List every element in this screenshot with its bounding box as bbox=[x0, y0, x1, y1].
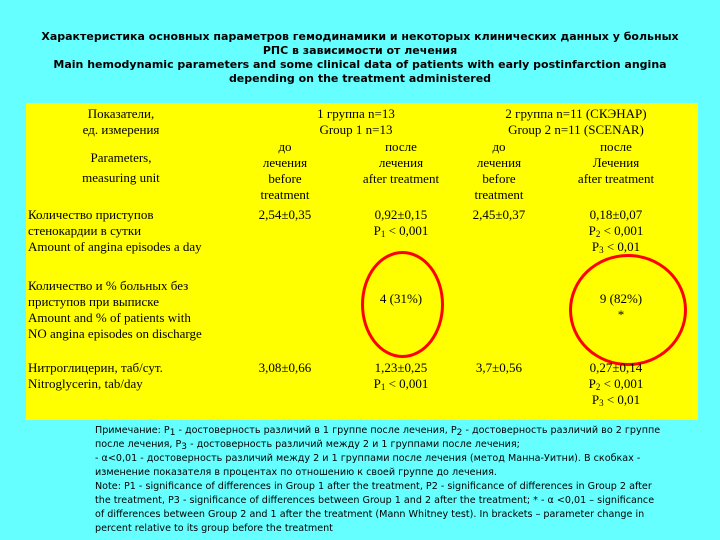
slide-title bbox=[0, 30, 720, 86]
note-line-2: после лечения, $Р_3$ - достоверность различий между 2 и 1 группами после лечения; bbox=[95, 439, 520, 452]
header-g2-after: после Лечения after treatment bbox=[577, 139, 655, 186]
header-g2-before: до лечения before treatment bbox=[474, 139, 524, 202]
title-en-line-2: depending on the treatment administered bbox=[228, 72, 492, 85]
note-line-5: Note: P1 - significance of differences in Group 1 after the treatment, P2 - significance of differences in Group 2 after bbox=[95, 481, 652, 492]
header-group-1: 1 группа n=13 Group 1 n=13 bbox=[317, 106, 395, 137]
header-g1-after: после лечения after treatment bbox=[362, 139, 440, 186]
row1-label: Количество приступов стенокардии в сутки Amount of angina episodes a day bbox=[28, 207, 202, 254]
row2-g2-after: 9 (82%) * bbox=[599, 291, 643, 322]
row3-g2-p2: $P_2 < 0,001$ bbox=[588, 376, 644, 392]
row2-g1-after: 4 (31%) bbox=[379, 291, 423, 306]
row1-g2-p2: $P_2 < 0,001$ bbox=[588, 223, 644, 239]
note-line-8: percent relative to its group before the treatment bbox=[95, 523, 333, 534]
title-en-line-1: Main hemodynamic parameters and some clinical data of patients with early postinfarction angina bbox=[53, 58, 667, 71]
note-line-3: - α<0,01 - достоверность различий между 2 и 1 группами после лечения (метод Манна-Уитни). В скобках - bbox=[95, 453, 641, 464]
footnotes bbox=[95, 424, 707, 536]
note-line-6: the treatment, P3 - significance of differences between Group 1 and 2 after the treatment; * - α <0,01 – significance bbox=[95, 495, 655, 506]
row3-g2-before: 3,7±0,56 bbox=[475, 360, 523, 375]
row1-g1-after: 0,92±0,15 $P_1 < 0,001$ bbox=[351, 207, 451, 239]
row3-g2-after: 0,27±0,14 $P_2 < 0,001$ $P_3 < 0,01$ bbox=[561, 360, 671, 408]
row3-g1-after: 1,23±0,25 $P_1 < 0,001$ bbox=[351, 360, 451, 392]
row1-g2-after: 0,18±0,07 $P_2 < 0,001$ $P_3 < 0,01$ bbox=[561, 207, 671, 255]
row3-g1-before: 3,08±0,66 bbox=[258, 360, 312, 375]
title-ru-line-2: РПС в зависимости от лечения bbox=[262, 44, 458, 57]
row3-label: Нитроглицерин, таб/сут. Nitroglycerin, tab/day bbox=[28, 360, 163, 391]
header-g1-before: до лечения before treatment bbox=[260, 139, 310, 202]
row1-g1-before: 2,54±0,35 bbox=[258, 207, 312, 222]
header-group-2: 2 группа n=11 (СКЭНАР) Group 2 n=11 (SCENAR) bbox=[505, 106, 647, 137]
note-line-1: Примечание: $Р_1$ - достоверность различий в 1 группе после лечения, $Р_2$ - достоверность различий во 2 группе bbox=[95, 425, 661, 438]
row2-label: Количество и % больных без приступов при выписке Amount and % of patients with NO angina episodes on discharge bbox=[28, 278, 202, 341]
note-line-4: изменение показателя в процентах по отношению к своей группе до лечения. bbox=[95, 467, 497, 478]
header-param-en: Parameters, measuring unit bbox=[82, 150, 160, 185]
note-line-7: of differences between Group 2 and 1 after the treatment (Mann Whitney test). In brackets – parameter change in bbox=[95, 509, 645, 520]
data-table bbox=[26, 103, 698, 420]
row1-g2-p3: $P_3 < 0,01$ bbox=[591, 239, 641, 255]
row1-g1-p: $P_1 < 0,001$ bbox=[373, 223, 429, 239]
row1-g2-before: 2,45±0,37 bbox=[472, 207, 526, 222]
row3-g2-p3: $P_3 < 0,01$ bbox=[591, 392, 641, 408]
title-ru-line-1: Характеристика основных параметров гемодинамики и некоторых клинических данных у больных bbox=[41, 30, 679, 43]
row3-g1-p: $P_1 < 0,001$ bbox=[373, 376, 429, 392]
header-param-ru: Показатели, ед. измерения bbox=[82, 106, 160, 137]
